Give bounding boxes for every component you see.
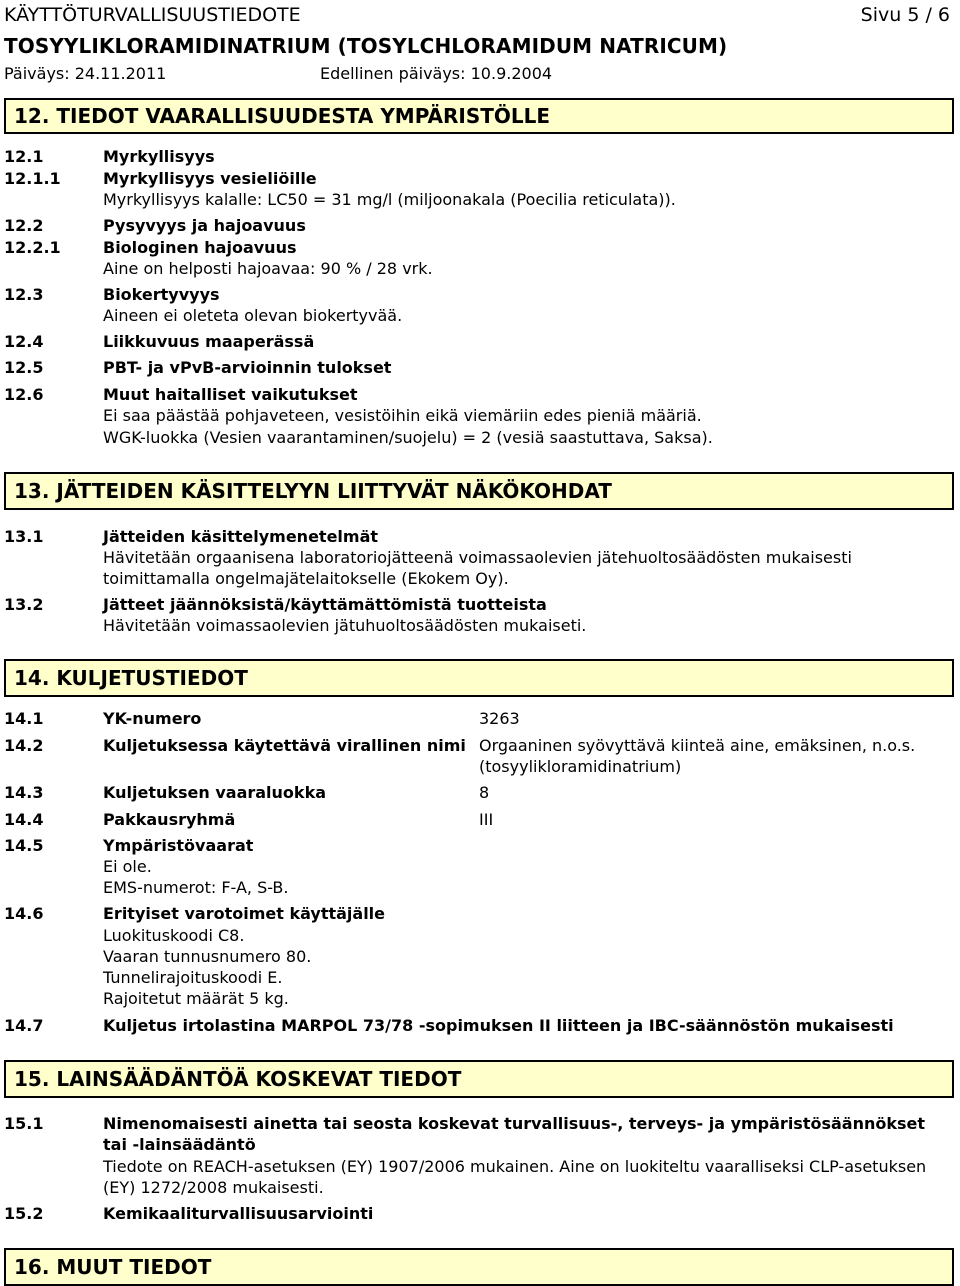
field-value: (tosyylikloramidinatrium) — [479, 757, 682, 776]
section-number: 14.4 — [4, 810, 44, 829]
subsection-heading: Jätteet jäännöksistä/käyttämättömistä tuotteista — [103, 595, 547, 614]
section-text: Aine on helposti hajoavaa: 90 % / 28 vrk. — [103, 259, 433, 278]
section-number: 12.6 — [4, 385, 44, 404]
issue-date: Päiväys: 24.11.2011 — [4, 64, 167, 83]
subsection-heading: Pysyvyys ja hajoavuus — [103, 216, 306, 235]
section-text: Ei ole. — [103, 857, 152, 876]
section-number: 12.2.1 — [4, 238, 61, 257]
section-number: 13.2 — [4, 595, 44, 614]
document-title: KÄYTTÖTURVALLISUUSTIEDOTE — [4, 4, 301, 26]
section-text: Ei saa päästää pohjaveteen, vesistöihin eikä viemäriin edes pieniä määriä. — [103, 406, 702, 425]
subsection-heading: Nimenomaisesti ainetta tai seosta koskevat turvallisuus-, terveys- ja ympäristösäännökset tai -lainsäädäntö — [103, 1114, 926, 1154]
section-number: 12.1 — [4, 147, 44, 166]
subsection-heading: Kemikaaliturvallisuusarviointi — [103, 1204, 374, 1223]
field-value: 3263 — [479, 709, 520, 728]
section-14-heading: 14. KULJETUSTIEDOT — [4, 659, 954, 697]
subsection-heading: Myrkyllisyys — [103, 147, 215, 166]
field-label: Kuljetuksen vaaraluokka — [103, 783, 326, 802]
section-16-heading: 16. MUUT TIEDOT — [4, 1248, 954, 1286]
section-number: 14.7 — [4, 1016, 44, 1035]
subsection-heading: Biokertyvyys — [103, 285, 220, 304]
section-number: 12.1.1 — [4, 169, 61, 188]
field-label: YK-numero — [103, 709, 202, 728]
section-text: WGK-luokka (Vesien vaarantaminen/suojelu) = 2 (vesiä saastuttava, Saksa). — [103, 428, 713, 447]
section-number: 12.3 — [4, 285, 44, 304]
subsection-heading: Jätteiden käsittelymenetelmät — [103, 527, 379, 546]
section-number: 14.6 — [4, 904, 44, 923]
subsection-heading: PBT- ja vPvB-arvioinnin tulokset — [103, 358, 392, 377]
section-number: 12.2 — [4, 216, 44, 235]
page-number: Sivu 5 / 6 — [860, 4, 950, 26]
section-12-heading: 12. TIEDOT VAARALLISUUDESTA YMPÄRISTÖLLE — [4, 98, 954, 134]
section-number: 14.3 — [4, 783, 44, 802]
subsection-heading: Erityiset varotoimet käyttäjälle — [103, 904, 386, 923]
section-15-heading: 15. LAINSÄÄDÄNTÖÄ KOSKEVAT TIEDOT — [4, 1060, 954, 1098]
section-text: Vaaran tunnusnumero 80. — [103, 947, 312, 966]
field-value: 8 — [479, 783, 490, 802]
section-text: Hävitetään orgaanisena laboratoriojätteenä voimassaolevien jätehuoltosäädösten mukaisesti toimittamalla ongelmajätelaitokselle (Ekokem Oy). — [103, 548, 852, 588]
section-text: EMS-numerot: F-A, S-B. — [103, 878, 289, 897]
subsection-heading: Liikkuvuus maaperässä — [103, 332, 315, 351]
section-text: Myrkyllisyys kalalle: LC50 = 31 mg/l (miljoonakala (Poecilia reticulata)). — [103, 190, 676, 209]
section-text: Hävitetään voimassaolevien jätuhuoltosäädösten mukaiseti. — [103, 616, 587, 635]
field-label: Pakkausryhmä — [103, 810, 236, 829]
field-value: Orgaaninen syövyttävä kiinteä aine, emäksinen, n.o.s. — [479, 736, 916, 755]
substance-name: TOSYYLIKLORAMIDINATRIUM (TOSYLCHLORAMIDUM NATRICUM) — [4, 34, 728, 58]
subsection-heading: Kuljetus irtolastina MARPOL 73/78 -sopimuksen II liitteen ja IBC-säännöstön mukaisesti — [103, 1016, 894, 1035]
section-text: Tiedote on REACH-asetuksen (EY) 1907/2006 mukainen. Aine on luokiteltu vaaralliseksi CLP-asetuksen (EY) 1272/2008 mukaisesti. — [103, 1157, 927, 1197]
subsection-heading: Biologinen hajoavuus — [103, 238, 297, 257]
section-number: 12.5 — [4, 358, 44, 377]
previous-date: Edellinen päiväys: 10.9.2004 — [320, 64, 553, 83]
section-number: 14.1 — [4, 709, 44, 728]
section-number: 14.2 — [4, 736, 44, 755]
subsection-heading: Myrkyllisyys vesieliöille — [103, 169, 317, 188]
section-number: 12.4 — [4, 332, 44, 351]
section-text: Aineen ei oleteta olevan biokertyvää. — [103, 306, 403, 325]
subsection-heading: Ympäristövaarat — [103, 836, 254, 855]
section-number: 14.5 — [4, 836, 44, 855]
section-number: 15.2 — [4, 1204, 44, 1223]
field-label: Kuljetuksessa käytettävä virallinen nimi — [103, 736, 466, 755]
subsection-heading: Muut haitalliset vaikutukset — [103, 385, 358, 404]
field-value: III — [479, 810, 494, 829]
section-number: 15.1 — [4, 1114, 44, 1133]
section-number: 13.1 — [4, 527, 44, 546]
section-text: Rajoitetut määrät 5 kg. — [103, 989, 289, 1008]
section-text: Tunnelirajoituskoodi E. — [103, 968, 283, 987]
section-13-heading: 13. JÄTTEIDEN KÄSITTELYYN LIITTYVÄT NÄKÖKOHDAT — [4, 472, 954, 510]
section-text: Luokituskoodi C8. — [103, 926, 245, 945]
